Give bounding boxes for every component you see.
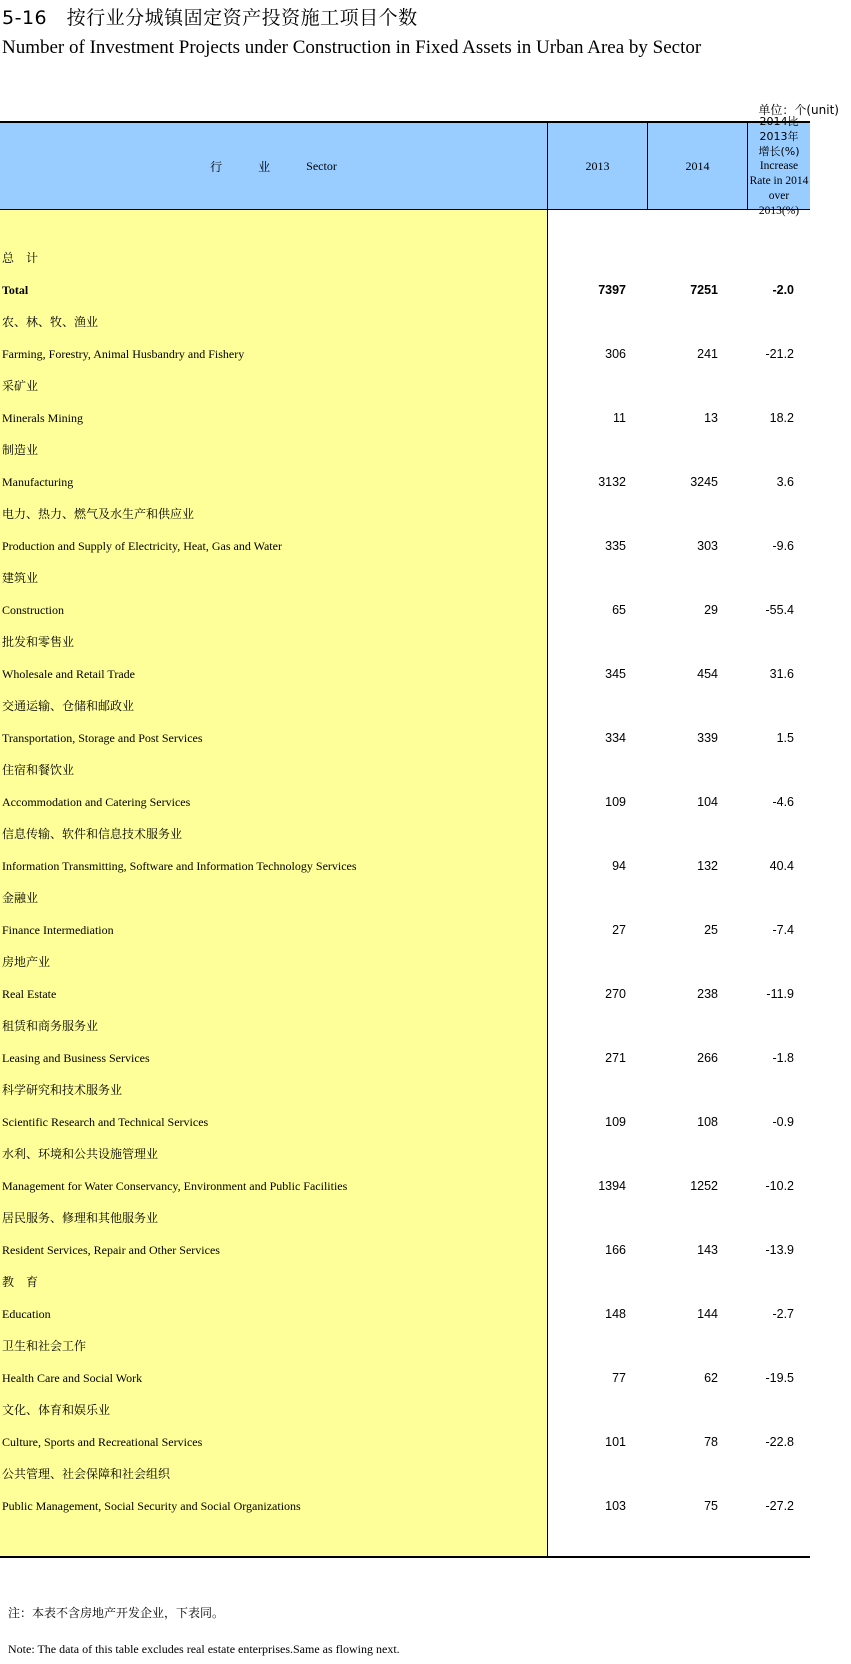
sector-name-en: Health Care and Social Work [2, 1371, 143, 1385]
value-2014: 339 [697, 731, 718, 745]
sector-name-cn: 房地产业 [2, 955, 51, 969]
sector-name-en: Production and Supply of Electricity, Heat, Gas and Water [2, 539, 282, 553]
unit-label: 单位：个(unit) [758, 103, 839, 117]
table-row [0, 1458, 810, 1522]
value-rate: -10.2 [765, 1179, 794, 1193]
sector-name-en: Minerals Mining [2, 411, 83, 425]
sector-name-cn: 交通运输、仓储和邮政业 [2, 699, 135, 713]
value-2013: 3132 [598, 475, 626, 489]
table-header [0, 114, 810, 217]
table-row [0, 690, 810, 754]
value-rate: -4.6 [772, 795, 794, 809]
sector-name-en: Accommodation and Catering Services [2, 795, 191, 809]
sector-name-cn: 公共管理、社会保障和社会组织 [2, 1467, 171, 1481]
sector-name-en: Public Management, Social Security and Social Organizations [2, 1499, 301, 1513]
value-2013: 271 [605, 1051, 626, 1065]
sector-name-cn: 居民服务、修理和其他服务业 [2, 1211, 159, 1225]
header-rate-line5: over 2013(%) [758, 189, 800, 217]
value-2014: 13 [704, 411, 718, 425]
value-2014: 29 [704, 603, 718, 617]
value-2013: 166 [605, 1243, 626, 1257]
value-2013: 345 [605, 667, 626, 681]
sector-data-row [0, 722, 810, 754]
value-2014: 266 [697, 1051, 718, 1065]
value-2013: 1394 [598, 1179, 626, 1193]
sector-data-row [0, 1170, 810, 1202]
table-row [0, 498, 810, 562]
value-rate: -27.2 [765, 1499, 794, 1513]
sector-name-cn: 金融业 [2, 891, 39, 905]
value-2014: 1252 [690, 1179, 718, 1193]
sector-data-row [0, 914, 810, 946]
sector-data-row [0, 402, 810, 434]
sector-name-cn: 总 计 [2, 251, 39, 265]
value-2014: 62 [704, 1371, 718, 1385]
sector-name-en: Leasing and Business Services [2, 1051, 150, 1065]
sector-name-en: Finance Intermediation [2, 923, 114, 937]
table-row [0, 306, 810, 370]
table-row [0, 562, 810, 626]
table-row [0, 434, 810, 498]
header-rate-line1: 2014比2013年 [759, 114, 799, 143]
note-en: Note: The data of this table excludes real estate enterprises.Same as flowing next. [8, 1642, 400, 1656]
sector-name-cn: 建筑业 [2, 571, 39, 585]
table-row [0, 242, 810, 306]
header-2013: 2013 [548, 123, 648, 209]
data-table [0, 114, 810, 1558]
sector-name-cn: 水利、环境和公共设施管理业 [2, 1147, 159, 1161]
value-2014: 108 [697, 1115, 718, 1129]
sector-data-row [0, 786, 810, 818]
value-rate: -11.9 [766, 987, 794, 1001]
table-row [0, 626, 810, 690]
sector-name-en: Management for Water Conservancy, Environment and Public Facilities [2, 1179, 348, 1193]
table-row [0, 818, 810, 882]
value-2014: 143 [697, 1243, 718, 1257]
value-rate: -0.9 [772, 1115, 794, 1129]
sector-name-en: Construction [2, 603, 64, 617]
header-rate-line2: 增长(%) [758, 144, 800, 158]
sector-data-row [0, 1298, 810, 1330]
header-sector-cn: 行 业 [210, 159, 283, 174]
sector-name-en: Culture, Sports and Recreational Services [2, 1435, 203, 1449]
value-2013: 109 [605, 795, 626, 809]
sector-data-row [0, 1042, 810, 1074]
value-rate: -2.0 [772, 283, 794, 297]
value-2014: 25 [704, 923, 718, 937]
sector-name-cn: 电力、热力、燃气及水生产和供应业 [2, 507, 195, 521]
value-rate: -55.4 [765, 603, 794, 617]
sector-name-cn: 制造业 [2, 443, 39, 457]
value-2014: 3245 [690, 475, 718, 489]
value-rate: -1.8 [772, 1051, 794, 1065]
value-rate: -21.2 [765, 347, 794, 361]
sector-data-row [0, 1106, 810, 1138]
page-title-cn: 5-16 按行业分城镇固定资产投资施工项目个数 [2, 7, 418, 29]
table-row [0, 754, 810, 818]
value-rate: -7.4 [772, 923, 794, 937]
header-rate-line3: Increase [759, 159, 799, 172]
table-row [0, 1010, 810, 1074]
table-row [0, 1138, 810, 1202]
sector-data-row [0, 658, 810, 690]
sector-name-cn: 信息传输、软件和信息技术服务业 [2, 827, 183, 841]
table-row [0, 1330, 810, 1394]
sector-name-en: Information Transmitting, Software and Information Technology Services [2, 859, 357, 873]
value-2013: 148 [605, 1307, 626, 1321]
sector-name-cn: 文化、体育和娱乐业 [2, 1403, 111, 1417]
sector-data-row [0, 850, 810, 882]
table-body [0, 210, 810, 1558]
sector-data-row [0, 338, 810, 370]
value-rate: -2.7 [772, 1307, 794, 1321]
table-row [0, 1074, 810, 1138]
header-rate [748, 114, 810, 217]
value-2013: 109 [605, 1115, 626, 1129]
table-row [0, 946, 810, 1010]
sector-data-row [0, 1490, 810, 1522]
value-2013: 101 [605, 1435, 626, 1449]
value-rate: 40.4 [769, 859, 794, 873]
header-2014: 2014 [648, 123, 748, 209]
sector-data-row [0, 466, 810, 498]
sector-name-en: Farming, Forestry, Animal Husbandry and Fishery [2, 347, 245, 361]
table-row [0, 370, 810, 434]
value-rate: -22.8 [765, 1435, 794, 1449]
sector-name-cn: 卫生和社会工作 [2, 1339, 87, 1353]
sector-name-en: Resident Services, Repair and Other Services [2, 1243, 220, 1257]
sector-data-row [0, 1362, 810, 1394]
sector-name-cn: 教 育 [2, 1275, 39, 1289]
table-row [0, 1394, 810, 1458]
value-2013: 11 [613, 411, 626, 425]
value-2013: 306 [605, 347, 626, 361]
sector-data-row [0, 274, 810, 306]
page-title-en: Number of Investment Projects under Construction in Fixed Assets in Urban Area by Sector [2, 37, 702, 58]
sector-data-row [0, 594, 810, 626]
header-rate-line4: Rate in 2014 [749, 174, 809, 187]
value-rate: -9.6 [772, 539, 794, 553]
value-2014: 132 [697, 859, 718, 873]
sector-name-cn: 租赁和商务服务业 [2, 1019, 99, 1033]
value-2014: 75 [704, 1499, 718, 1513]
sector-name-cn: 科学研究和技术服务业 [2, 1083, 123, 1097]
header-sector-en: Sector [306, 158, 337, 173]
value-rate: 18.2 [769, 411, 794, 425]
value-2014: 104 [697, 795, 718, 809]
note-cn: 注：本表不含房地产开发企业，下表同。 [8, 1606, 225, 1620]
value-2013: 65 [612, 603, 626, 617]
value-2014: 454 [697, 667, 718, 681]
sector-name-en: Total [2, 283, 29, 297]
value-2014: 7251 [690, 283, 718, 297]
value-2013: 27 [612, 923, 626, 937]
value-2014: 78 [704, 1435, 718, 1449]
value-2014: 241 [697, 347, 718, 361]
value-2014: 303 [697, 539, 718, 553]
sector-name-cn: 农、林、牧、渔业 [2, 315, 99, 329]
sector-name-cn: 批发和零售业 [2, 635, 75, 649]
value-2013: 334 [605, 731, 626, 745]
table-row [0, 1202, 810, 1266]
sector-name-en: Wholesale and Retail Trade [2, 667, 135, 681]
header-sector [0, 123, 548, 209]
sector-data-row [0, 978, 810, 1010]
value-2013: 103 [605, 1499, 626, 1513]
value-rate: 1.5 [776, 731, 794, 745]
value-rate: -19.5 [765, 1371, 794, 1385]
value-2013: 94 [612, 859, 626, 873]
sector-name-en: Real Estate [2, 987, 57, 1001]
value-2014: 238 [697, 987, 718, 1001]
sector-data-row [0, 530, 810, 562]
value-2013: 270 [605, 987, 626, 1001]
sector-name-en: Transportation, Storage and Post Services [2, 731, 203, 745]
table-row [0, 1266, 810, 1330]
value-rate: -13.9 [765, 1243, 794, 1257]
value-2013: 335 [605, 539, 626, 553]
table-rows [0, 242, 810, 1522]
value-2013: 77 [612, 1371, 626, 1385]
value-2014: 144 [697, 1307, 718, 1321]
table-row [0, 882, 810, 946]
sector-name-en: Scientific Research and Technical Services [2, 1115, 209, 1129]
value-rate: 3.6 [776, 475, 794, 489]
sector-name-cn: 住宿和餐饮业 [2, 763, 75, 777]
sector-name-en: Education [2, 1307, 51, 1321]
value-2013: 7397 [598, 283, 626, 297]
sector-data-row [0, 1426, 810, 1458]
sector-name-cn: 采矿业 [2, 379, 39, 393]
value-rate: 31.6 [769, 667, 794, 681]
sector-data-row [0, 1234, 810, 1266]
sector-name-en: Manufacturing [2, 475, 74, 489]
